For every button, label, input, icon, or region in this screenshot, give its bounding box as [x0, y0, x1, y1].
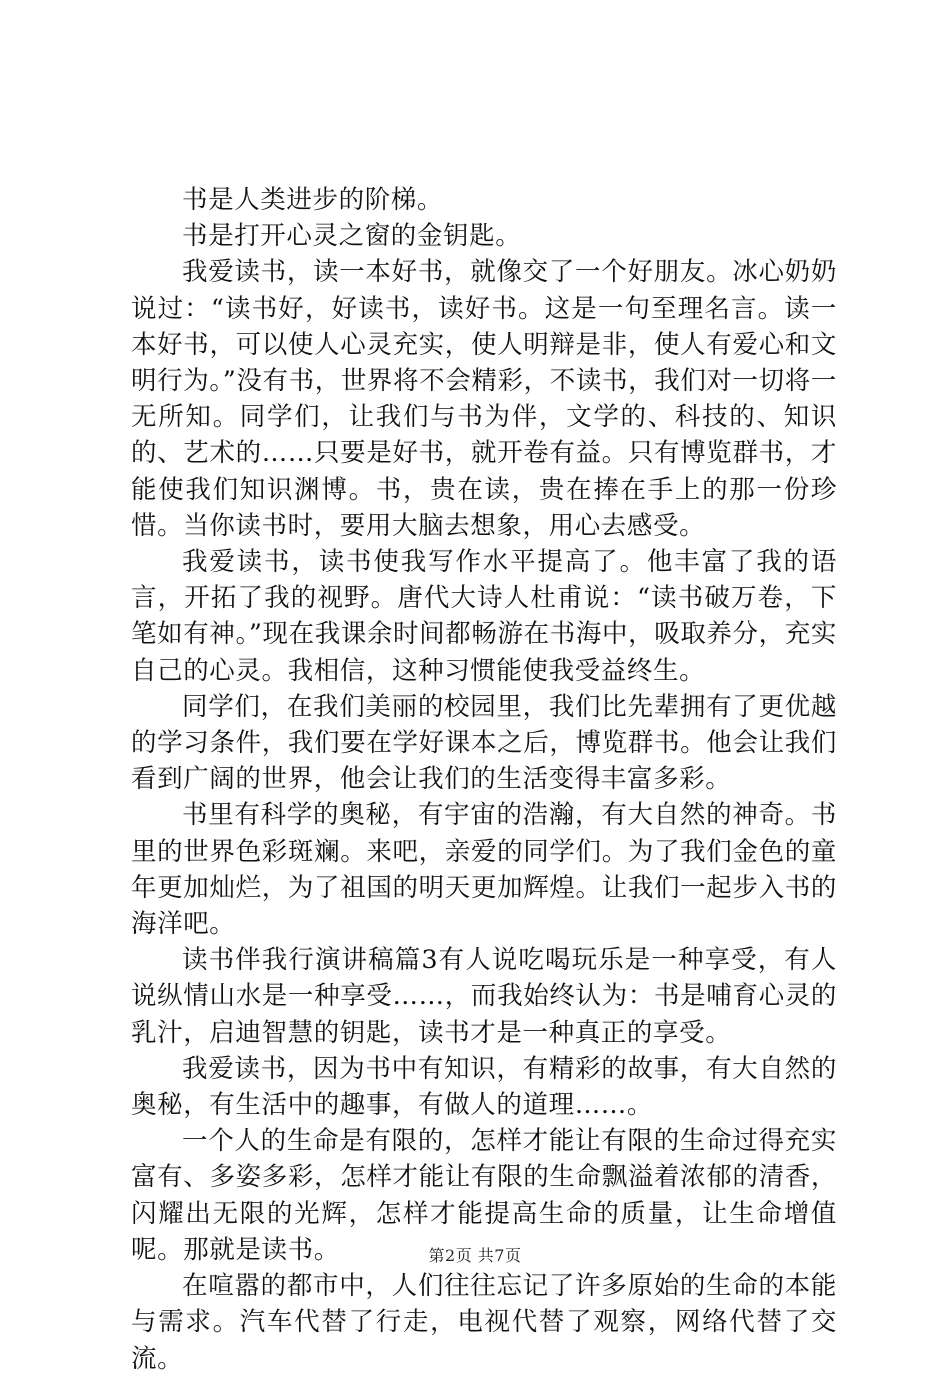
document-body: [131, 182, 837, 1377]
paragraph: 一个人的生命是有限的，怎样才能让有限的生命过得充实富有、多姿多彩，怎样才能让有限的生命飘溢着浓郁的清香，闪耀出无限的光辉，怎样才能提高生命的质量，让生命增值呢。那就是读书。: [131, 1126, 837, 1265]
paragraph: 在喧嚣的都市中，人们往往忘记了许多原始的生命的本能与需求。汽车代替了行走，电视代替了观察，网络代替了交流。: [131, 1271, 837, 1374]
paragraph: 我爱读书，因为书中有知识，有精彩的故事，有大自然的奥秘，有生活中的趣事，有做人的道理……。: [131, 1053, 837, 1121]
paragraph: 读书伴我行演讲稿篇3有人说吃喝玩乐是一种享受，有人说纵情山水是一种享受……，而我始终认为：书是哺育心灵的乳汁，启迪智慧的钥匙，读书才是一种真正的享受。: [131, 945, 837, 1048]
paragraph: 书是人类进步的阶梯。: [182, 185, 444, 215]
paragraph: 书里有科学的奥秘，有宇宙的浩瀚，有大自然的神奇。书里的世界色彩斑斓。来吧，亲爱的同学们。为了我们金色的童年更加灿烂，为了祖国的明天更加辉煌。让我们一起步入书的海洋吧。: [131, 800, 837, 940]
paragraph: 书是打开心灵之窗的金钥匙。: [182, 221, 522, 252]
paragraph: 我爱读书，读一本好书，就像交了一个好朋友。冰心奶奶说过：“读书好，好读书，读好书。这是一句至理名言。读一本好书，可以使人心灵充实，使人明辩是非，使人有爱心和文明行为。”没有书，世界将不会精彩，不读书，我们对一切将一无所知。同学们，让我们与书为伴，文学的、科技的、知识的、艺术的……只要是好书，就开卷有益。只有博览群书，才能使我们知识渊博。书，贵在读，贵在捧在手上的那一份珍惜。当你读书时，要用大脑去想象，用心去感受。: [131, 257, 837, 541]
paragraph: 同学们，在我们美丽的校园里，我们比先辈拥有了更优越的学习条件，我们要在学好课本之后，博览群书。他会让我们看到广阔的世界，他会让我们的生活变得丰富多彩。: [131, 691, 837, 795]
paragraph: 我爱读书，读书使我写作水平提高了。他丰富了我的语言，开拓了我的视野。唐代大诗人杜甫说：“读书破万卷，下笔如有神。”现在我课余时间都畅游在书海中，吸取养分，充实自己的心灵。我相信，这种习惯能使我受益终生。: [131, 547, 837, 686]
page-number-footer: 第2页 共7页: [428, 1246, 522, 1265]
